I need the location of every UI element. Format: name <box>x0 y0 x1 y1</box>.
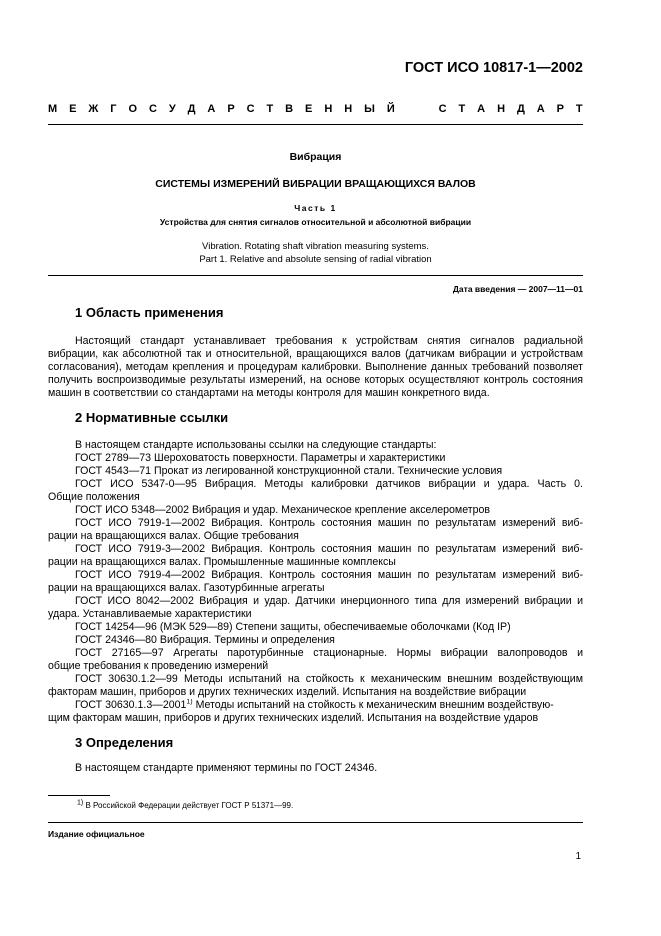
standard-letter: А <box>536 103 545 115</box>
footnote-marker: 1) <box>77 799 84 807</box>
footnote-text: В Российской Федерации действует ГОСТ Р 51371—99. <box>83 801 294 810</box>
interstate-letter: Н <box>324 103 333 115</box>
edition-label: Издание официальное <box>48 829 145 839</box>
interstate-letter: Р <box>227 103 235 115</box>
interstate-letter: Й <box>386 103 395 115</box>
document-title: СИСТЕМЫ ИЗМЕРЕНИЙ ВИБРАЦИИ ВРАЩАЮЩИХСЯ ВАЛОВ <box>155 178 476 190</box>
interstate-letter: Т <box>266 103 274 115</box>
reference-line: ГОСТ ИСО 7919-1—2002 Вибрация. Контроль состояния машин по результатам измерений виб- <box>75 517 583 529</box>
reference-line: факторам машин, приборов и других технических изделий. Испытания на воздействие вибрации <box>48 686 527 698</box>
footer-rule <box>48 822 583 823</box>
footnote-separator <box>48 795 110 796</box>
page-number: 1 <box>575 851 581 862</box>
reference-line: ГОСТ 27165—97 Агрегаты паротурбинные стационарные. Нормы вибрации валопроводов и <box>75 647 583 659</box>
banner-gap <box>407 103 427 115</box>
part-title: Устройства для снятия сигналов относительной и абсолютной вибрации <box>159 217 472 227</box>
title-rule <box>48 275 583 276</box>
interstate-letter: У <box>168 103 176 115</box>
reference-line: щим факторам машин, приборов и других технических изделий. Испытания на воздействие ударов <box>48 712 539 724</box>
standard-letter: Т <box>458 103 466 115</box>
interstate-letter: А <box>207 103 216 115</box>
interstate-standard-banner <box>48 103 583 115</box>
standard-letter: С <box>438 103 447 115</box>
interstate-letter: Ж <box>88 103 99 115</box>
reference-line: ГОСТ ИСО 7919-3—2002 Вибрация. Контроль состояния машин по результатам измерений виб- <box>75 543 583 555</box>
document-subject: Вибрация <box>289 151 342 163</box>
reference-line: общие требования к проведению измерений <box>48 660 269 672</box>
section-3-paragraph: В настоящем стандарте применяют термины по ГОСТ 24346. <box>75 762 378 774</box>
interstate-letter: М <box>48 103 58 115</box>
reference-line: ГОСТ 14254—96 (МЭК 529—89) Степени защиты, обеспечиваемые оболочками (Код IP) <box>75 621 511 633</box>
interstate-letter: Г <box>110 103 117 115</box>
interstate-letter: В <box>285 103 294 115</box>
reference-code: ГОСТ 30630.1.3—2001 <box>75 699 187 711</box>
standard-number: ГОСТ ИСО 10817-1—2002 <box>404 60 583 76</box>
standard-letter: А <box>477 103 486 115</box>
part-label: Часть 1 <box>294 203 337 213</box>
interstate-letter: Ы <box>364 103 375 115</box>
normative-references-list <box>48 439 583 725</box>
footnote <box>77 801 293 810</box>
reference-line: рации на вращающихся валах. Газотурбинные агрегаты <box>48 582 325 594</box>
reference-line: ГОСТ 2789—73 Шероховатость поверхности. Параметры и характеристики <box>75 452 446 464</box>
reference-line: Общие положения <box>48 491 140 503</box>
reference-line-with-footnote <box>48 699 583 712</box>
interstate-letter: Д <box>187 103 196 115</box>
references-intro: В настоящем стандарте использованы ссылки на следующие стандарты: <box>75 439 437 451</box>
section-1-body <box>48 335 583 400</box>
reference-line: ГОСТ 30630.1.2—99 Методы испытаний на стойкость к механическим внешним воздействующим <box>75 673 583 685</box>
standard-letter: Т <box>575 103 583 115</box>
interstate-letter: Н <box>344 103 353 115</box>
reference-line: ГОСТ ИСО 7919-4—2002 Вибрация. Контроль состояния машин по результатам измерений виб- <box>75 569 583 581</box>
section-1-paragraph: Настоящий стандарт устанавливает требования к устройствам снятия сигналов радиальной вибрации, как абсолютной так и относительной, вращающихся валов (датчикам вибрации и устройствам согласования), методам крепления и процедурам калибровки. Выполнение данных требований позволяет получить воспроизводимые результаты измерений, на основе которых осуществляют контроль состояния машин в соответствии со стандартами на методы контроля для машин конкретного вида. <box>48 335 583 399</box>
interstate-letter: Е <box>305 103 313 115</box>
section-3-body <box>48 762 583 775</box>
reference-line: ГОСТ 4543—71 Прокат из легированной конструкционной стали. Технические условия <box>75 465 503 477</box>
interstate-letter: С <box>148 103 157 115</box>
reference-line: удара. Устанавливаемые характеристики <box>48 608 252 620</box>
reference-text: Методы испытаний на стойкость к механическим внешним воздействую- <box>192 699 554 711</box>
english-title-line-2: Part 1. Relative and absolute sensing of radial vibration <box>199 254 432 265</box>
reference-line: ГОСТ ИСО 5347-0—95 Вибрация. Методы калибровки датчиков вибрации и удара. Часть 0. <box>75 478 583 490</box>
header-rule <box>48 124 583 125</box>
standard-letter: Д <box>516 103 525 115</box>
english-title-line-1: Vibration. Rotating shaft vibration measuring systems. <box>202 241 429 252</box>
interstate-letter: С <box>246 103 255 115</box>
interstate-letter: Е <box>69 103 77 115</box>
reference-line: рации на вращающихся валах. Промышленные машинные комплексы <box>48 556 396 568</box>
reference-line: ГОСТ ИСО 8042—2002 Вибрация и удар. Датчики инерционного типа для измерений вибрации и <box>75 595 583 607</box>
introduction-date: Дата введения — 2007—11—01 <box>452 284 583 294</box>
standard-letter: Р <box>556 103 564 115</box>
reference-line: ГОСТ 24346—80 Вибрация. Термины и определения <box>75 634 335 646</box>
standard-letter: Н <box>497 103 506 115</box>
reference-line: ГОСТ ИСО 5348—2002 Вибрация и удар. Механическое крепление акселерометров <box>75 504 491 516</box>
interstate-letter: О <box>128 103 138 115</box>
reference-line: рации на вращающихся валах. Общие требования <box>48 530 299 542</box>
section-3-heading: 3 Определения <box>75 735 174 750</box>
section-2-heading: 2 Нормативные ссылки <box>75 410 229 425</box>
footnote-ref-marker: 1) <box>186 699 193 706</box>
section-1-heading: 1 Область применения <box>75 305 224 320</box>
